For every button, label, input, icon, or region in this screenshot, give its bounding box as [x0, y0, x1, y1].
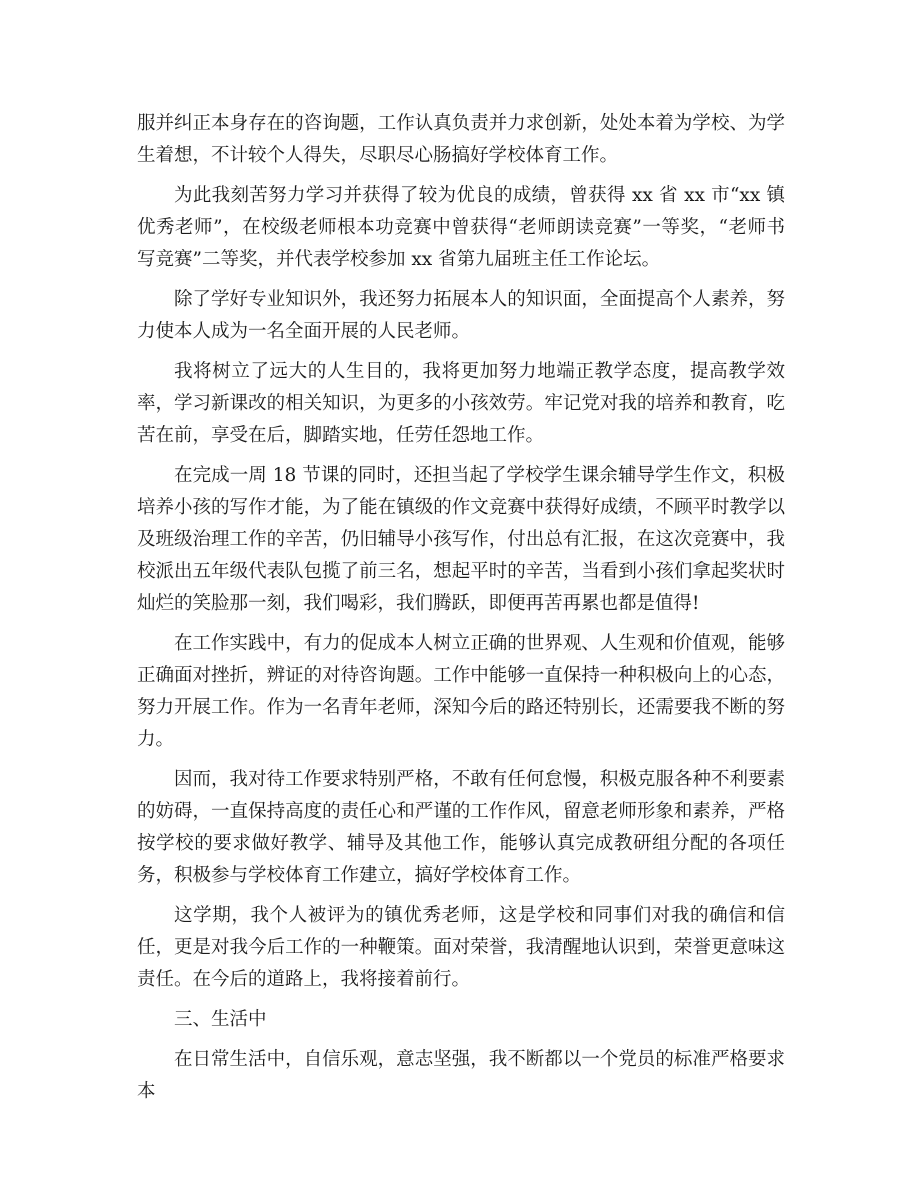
- paragraph-4: 我将树立了远大的人生目的，我将更加努力地端正教学态度，提高教学效率，学习新课改的相关知识，为更多的小孩效劳。牢记党对我的培养和教育，吃苦在前，享受在后，脚踏实地，任劳任怨地工作。: [137, 361, 785, 446]
- section-heading: 三、生活中: [174, 1009, 267, 1030]
- paragraph-2: 为此我刻苦努力学习并获得了较为优良的成绩，曾获得 xx 省 xx 市“xx 镇优秀老师”，在校级老师根本功竞赛中曾获得“老师朗读竞赛”一等奖，“老师书写竞赛”二等奖，并代表学校参加 xx 省第九届班主任工作论坛。: [137, 185, 785, 270]
- paragraph-8: 这学期，我个人被评为的镇优秀老师，这是学校和同事们对我的确信和信任，更是对我今后工作的一种鞭策。面对荣誉，我清醒地认识到，荣誉更意味这责任。在今后的道路上，我将接着前行。: [137, 905, 785, 990]
- paragraph-3: 除了学好专业知识外，我还努力拓展本人的知识面，全面提高个人素养，努力使本人成为一名全面开展的人民老师。: [137, 289, 785, 342]
- paragraph-final: 在日常生活中，自信乐观，意志坚强，我不断都以一个党员的标准严格要求本: [137, 1049, 785, 1102]
- paragraph-7: 因而，我对待工作要求特别严格，不敢有任何怠慢，积极克服各种不利要素的妨碍，一直保持高度的责任心和严谨的工作作风，留意老师形象和素养，严格按学校的要求做好教学、辅导及其他工作，能够认真完成教研组分配的各项任务，积极参与学校体育工作建立，搞好学校体育工作。: [137, 769, 785, 886]
- document-page: [137, 108, 785, 1116]
- paragraph-1: 服并纠正本身存在的咨询题，工作认真负责并力求创新，处处本着为学校、为学生着想，不计较个人得失，尽职尽心肠搞好学校体育工作。: [137, 113, 785, 166]
- paragraph-6: 在工作实践中，有力的促成本人树立正确的世界观、人生观和价值观，能够正确面对挫折，辨证的对待咨询题。工作中能够一直保持一种积极向上的心态，努力开展工作。作为一名青年老师，深知今后的路还特别长，还需要我不断的努力。: [137, 633, 785, 750]
- paragraph-5: 在完成一周 18 节课的同时，还担当起了学校学生课余辅导学生作文，积极培养小孩的写作才能，为了能在镇级的作文竞赛中获得好成绩，不顾平时教学以及班级治理工作的辛苦，仍旧辅导小孩写作，付出总有汇报，在这次竞赛中，我校派出五年级代表队包揽了前三名，想起平时的辛苦，当看到小孩们拿起奖状时灿烂的笑脸那一刻，我们喝彩，我们腾跃，即便再苦再累也都是值得!: [137, 465, 785, 614]
